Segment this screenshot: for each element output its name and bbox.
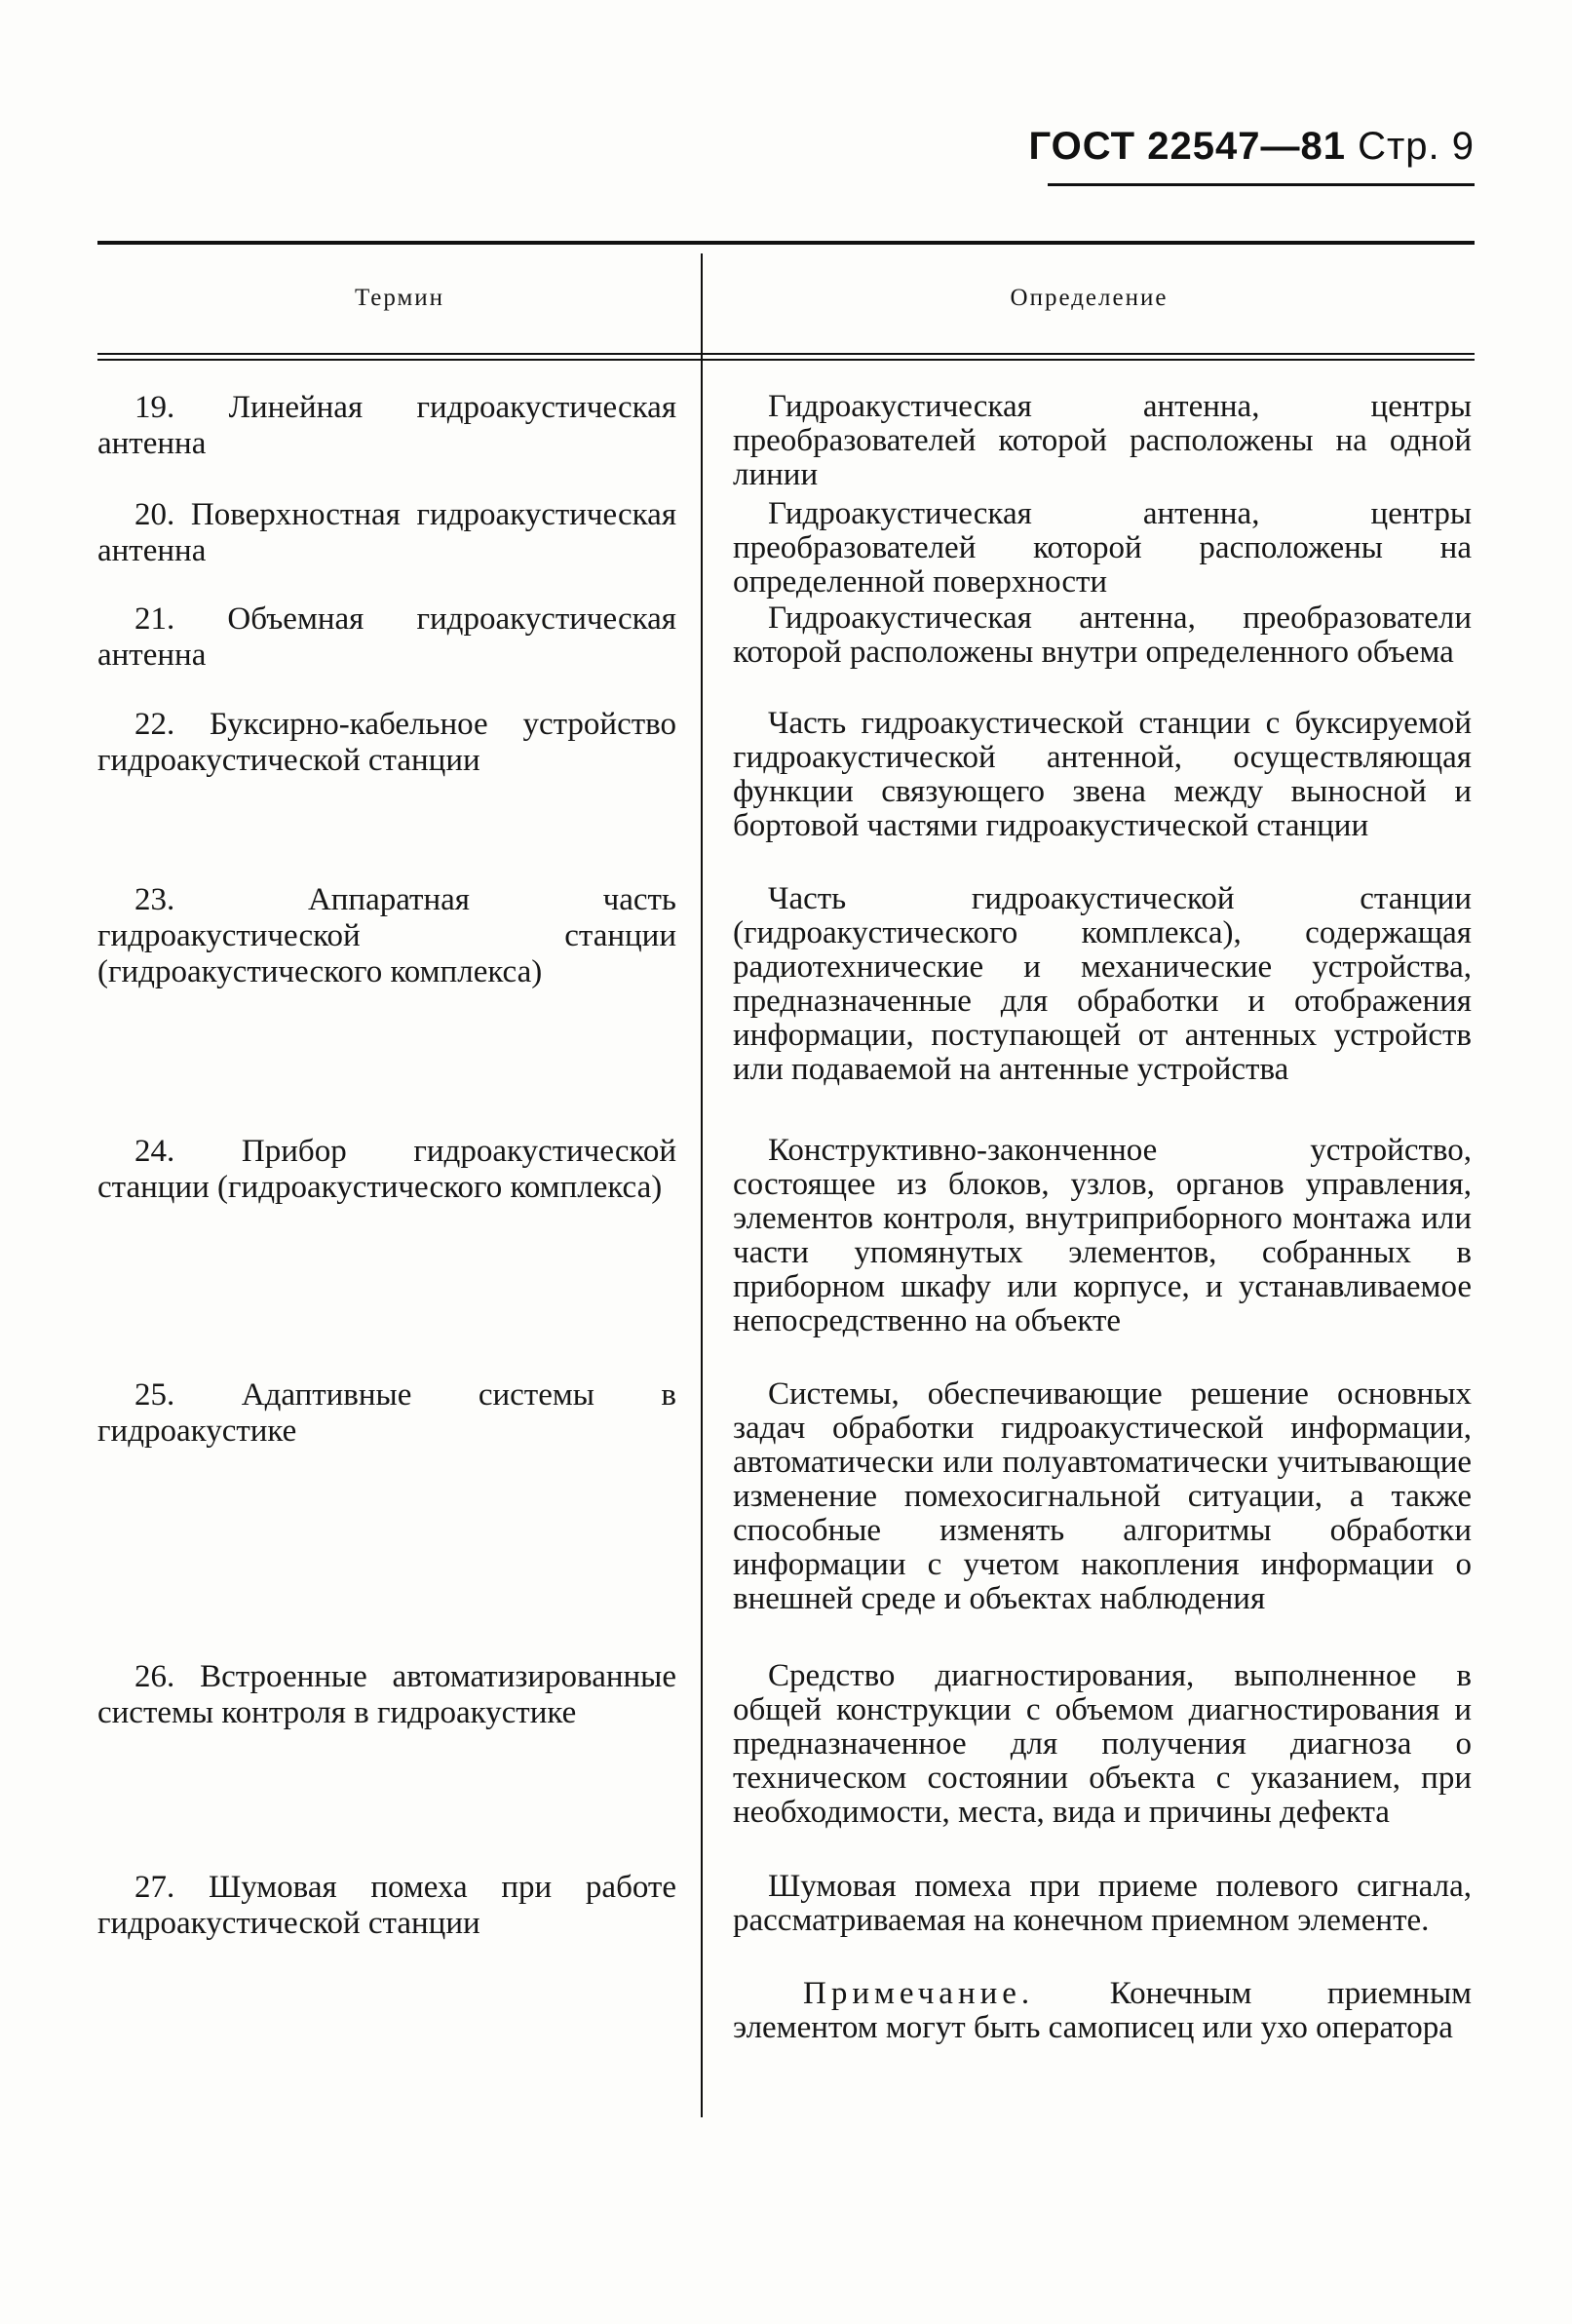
- term-21: 21. Объемная гидроакустическая антенна: [97, 601, 676, 673]
- note-label: Примечание.: [803, 1976, 1035, 2011]
- page-number: Стр. 9: [1358, 125, 1475, 168]
- column-divider: [701, 253, 703, 2117]
- page-header: [1029, 125, 1475, 169]
- note: [733, 1977, 1472, 2045]
- definition-22: Часть гидроакустической станции с буксируемой гидроакустической антенной, осуществляющая функции связующего звена между выносной и бортовой частями гидроакустической станции: [733, 706, 1472, 843]
- term-20: 20. Поверхностная гидроакустическая антенна: [97, 497, 676, 568]
- definition-23: Часть гидроакустической станции (гидроакустического комплекса), содержащая радиотехнические и механические устройства, предназначенные для обработки и отображения информации, поступающей от антенных устройств или подаваемой на антенные устройства: [733, 881, 1472, 1087]
- definition-21: Гидроакустическая антенна, преобразователи которой расположены внутри определенного объема: [733, 600, 1472, 670]
- header-underline: [1048, 183, 1475, 186]
- column-header-term: Термин: [354, 285, 445, 311]
- term-22: 22. Буксирно-кабельное устройство гидроакустической станции: [97, 707, 676, 778]
- header-bottom-double-rule: [97, 353, 1475, 361]
- term-24: 24. Прибор гидроакустической станции (гидроакустического комплекса): [97, 1134, 676, 1205]
- column-header-definition: Определение: [1010, 285, 1169, 311]
- term-27: 27. Шумовая помеха при работе гидроакустической станции: [97, 1870, 676, 1941]
- term-25: 25. Адаптивные системы в гидроакустике: [97, 1377, 676, 1449]
- definition-19: Гидроакустическая антенна, центры преобразователей которой расположены на одной линии: [733, 389, 1472, 492]
- definition-24: Конструктивно-законченное устройство, состоящее из блоков, узлов, органов управления, элементов контроля, внутриприборного монтажа или части упомянутых элементов, собранных в приборном шкафу или корпусе, и устанавливаемое непосредственно на объекте: [733, 1133, 1472, 1338]
- term-26: 26. Встроенные автоматизированные системы контроля в гидроакустике: [97, 1659, 676, 1730]
- definition-26: Средство диагностирования, выполненное в общей конструкции с объемом диагностирования и предназначенное для получения диагноза о техническом состоянии объекта с указанием, при необходимости, места, вида и причины дефекта: [733, 1658, 1472, 1830]
- definition-27: Шумовая помеха при приеме полевого сигнала, рассматриваемая на конечном приемном элементе.: [733, 1869, 1472, 1938]
- standard-number: ГОСТ 22547—81: [1028, 125, 1346, 168]
- term-19: 19. Линейная гидроакустическая антенна: [97, 390, 676, 461]
- note-text: Конечным приемным элементом могут быть самописец или ухо оператора: [733, 1976, 1472, 2045]
- definition-25: Системы, обеспечивающие решение основных задач обработки гидроакустической информации, автоматически или полуавтоматически учитывающие изменение помехосигнальной ситуации, а также способные изменять алгоритмы обработки информации с учетом накопления информации о внешней среде и объектах наблюдения: [733, 1376, 1472, 1616]
- definition-20: Гидроакустическая антенна, центры преобразователей которой расположены на определенной поверхности: [733, 496, 1472, 600]
- table-top-rule: [97, 241, 1475, 245]
- term-23: 23. Аппаратная часть гидроакустической станции (гидроакустического комплекса): [97, 882, 676, 989]
